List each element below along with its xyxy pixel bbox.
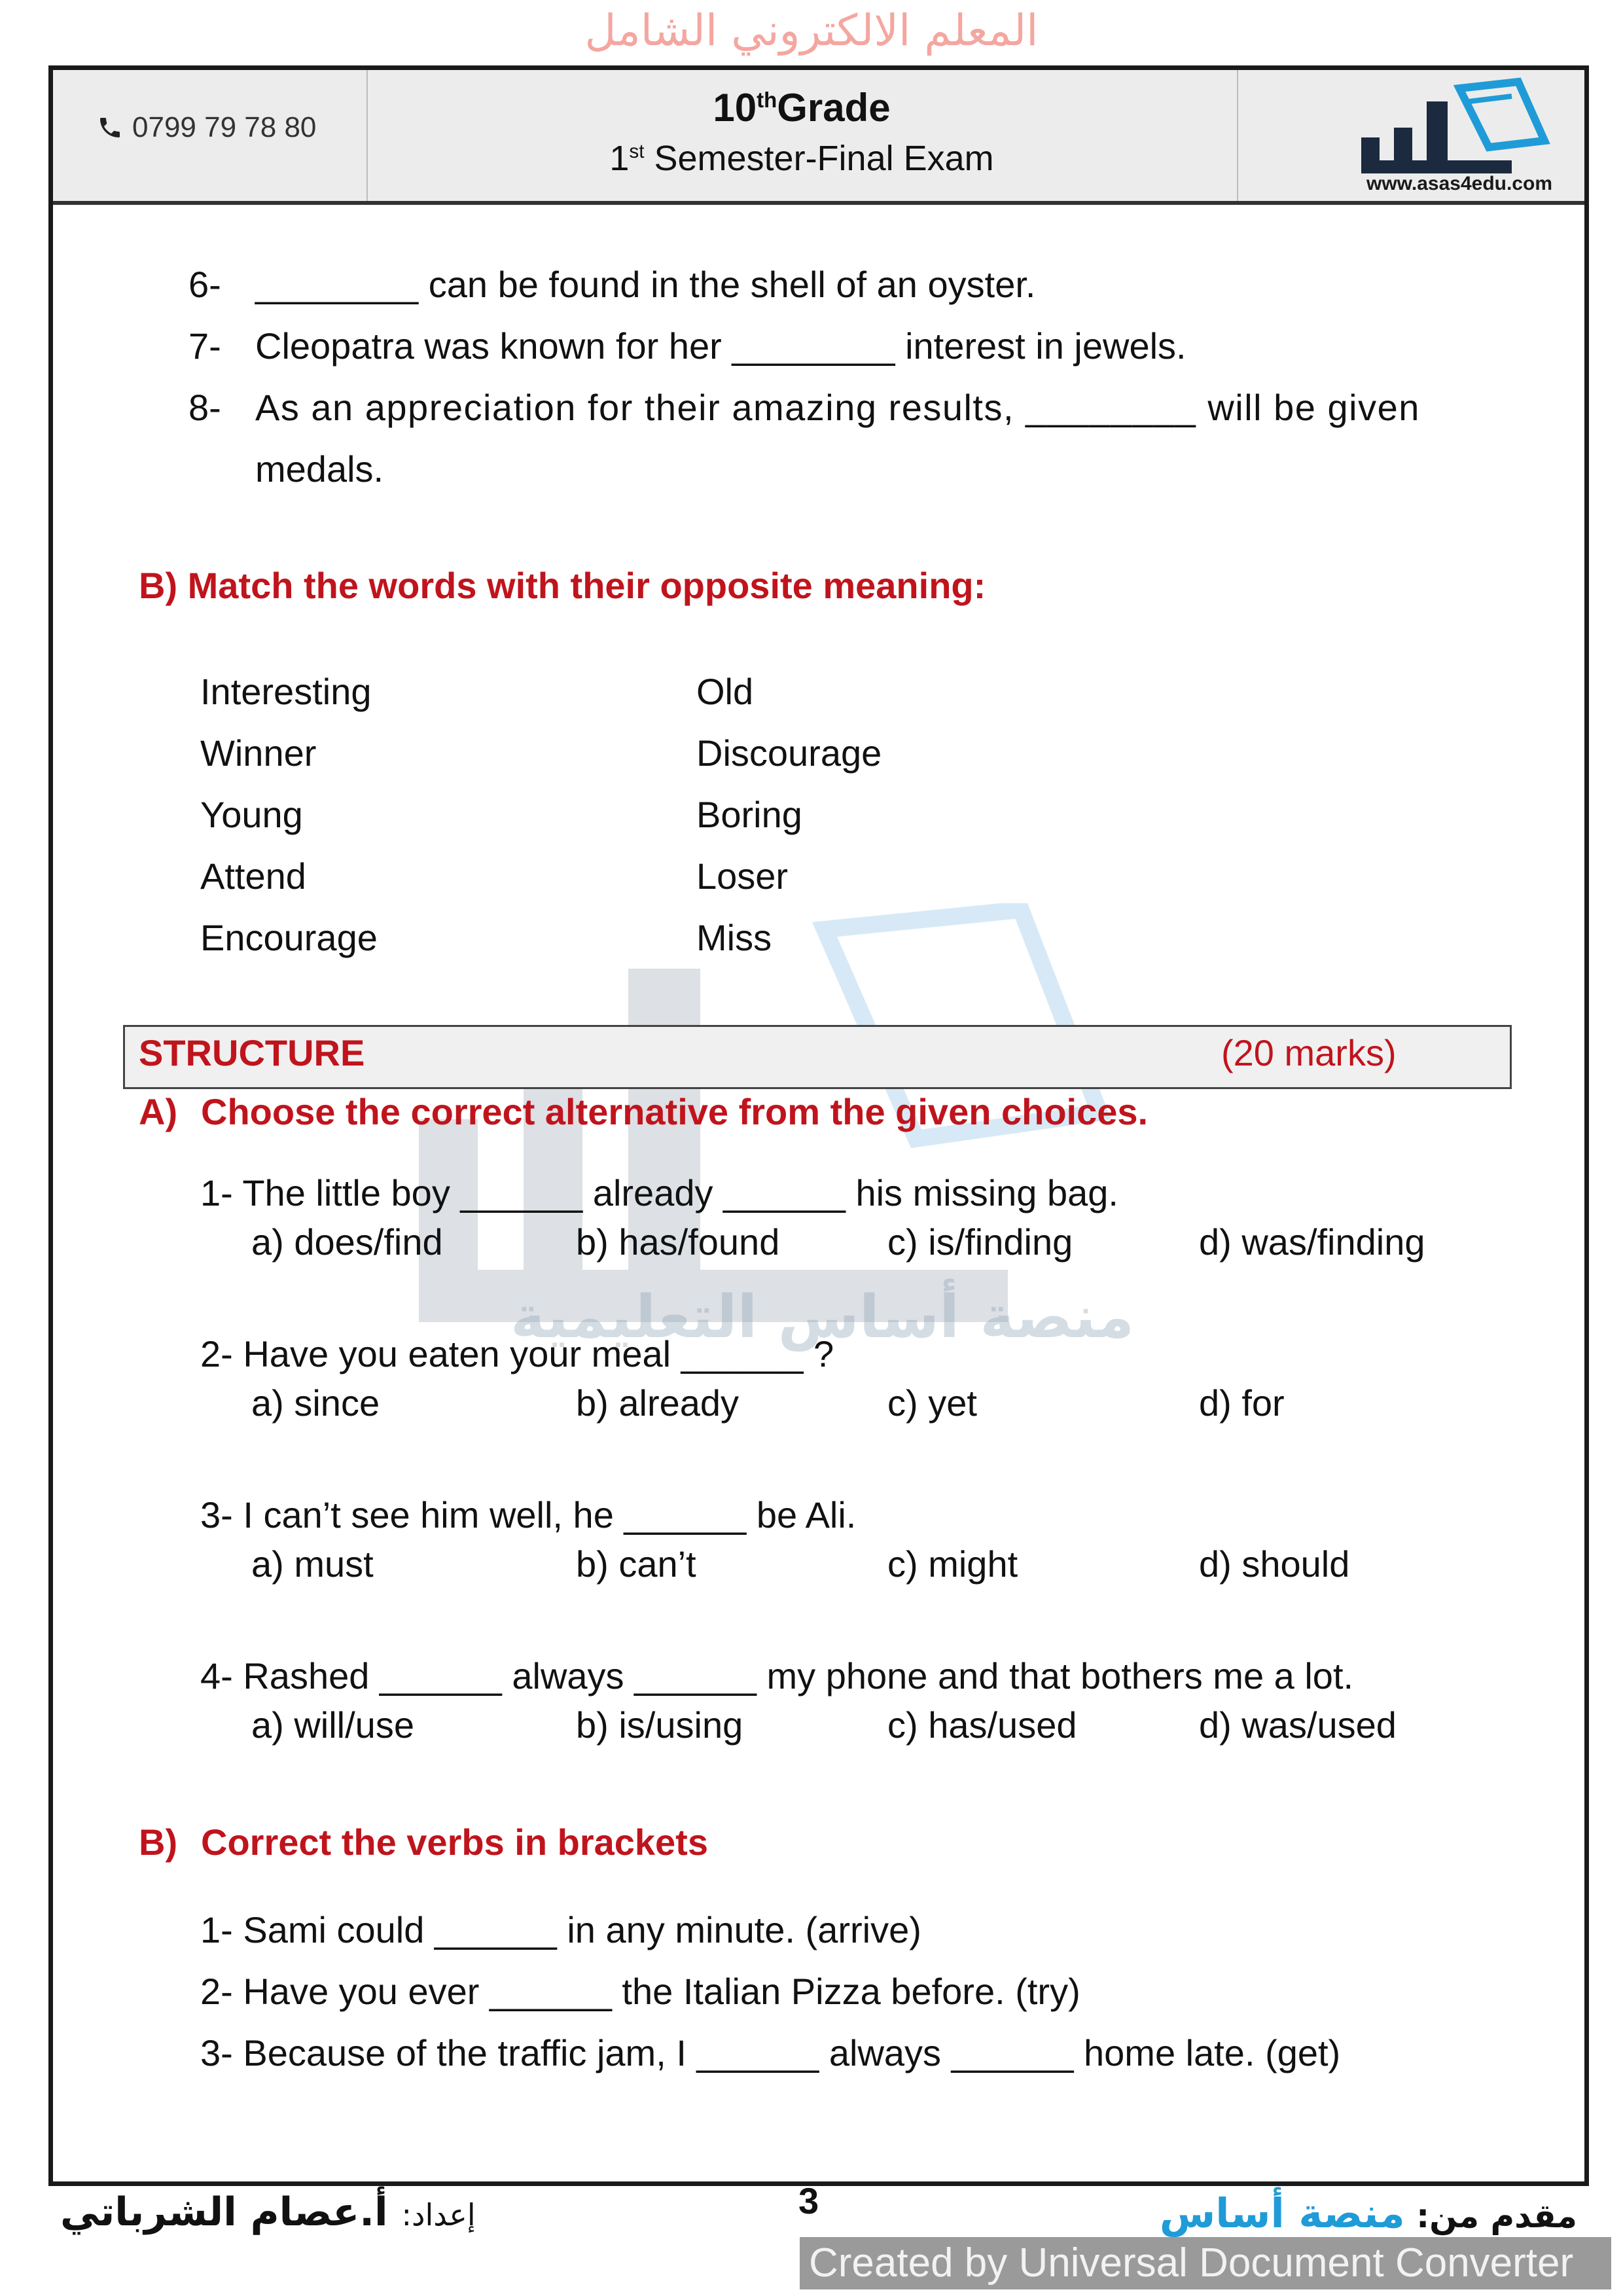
section-title: Choose the correct alternative from the given choices. (201, 1091, 1149, 1132)
prepared-label: إعداد: (401, 2197, 476, 2233)
question-block (200, 1172, 1425, 1263)
option: c) has/used (887, 1704, 1077, 1746)
option: d) for (1199, 1382, 1285, 1424)
list-item (188, 315, 1186, 377)
footer-presented-by (1160, 2189, 1577, 2237)
section-letter: B) (139, 1821, 178, 1863)
presented-label: مقدم من: (1416, 2197, 1577, 2235)
answer-options (251, 1221, 1425, 1263)
item-number: 8- (188, 387, 221, 428)
option: c) is/finding (887, 1221, 1073, 1263)
phone-text: 0799 79 78 80 (132, 111, 317, 143)
background-text-watermark: منصة أساس التعليمية (510, 1283, 1135, 1352)
structure-label: STRUCTURE (139, 1032, 365, 1073)
option: b) can’t (576, 1543, 696, 1585)
header-divider (1237, 70, 1238, 201)
semester-text: Semester-Final Exam (644, 139, 994, 178)
match-word: Loser (696, 855, 789, 897)
logo-url: www.asas4edu.com (1366, 173, 1552, 194)
match-right-column (696, 661, 882, 969)
item-text: ________ can be found in the shell of an oyster. (255, 264, 1036, 305)
phone-number (97, 111, 316, 144)
section-title: Correct the verbs in brackets (201, 1821, 708, 1863)
option: b) is/using (576, 1704, 743, 1746)
semester-title (366, 138, 1237, 179)
match-heading: B) Match the words with their opposite meaning: (139, 565, 986, 606)
match-word: Discourage (696, 732, 882, 774)
list-item: 1- Sami could ______ in any minute. (arrive) (200, 1909, 921, 1950)
option: d) was/finding (1199, 1221, 1425, 1263)
option: b) has/found (576, 1221, 780, 1263)
option: a) since (251, 1382, 380, 1424)
option: a) must (251, 1543, 374, 1585)
option: a) does/find (251, 1221, 443, 1263)
option: b) already (576, 1382, 740, 1424)
item-number: 6- (188, 264, 221, 305)
match-word: Interesting (200, 671, 372, 712)
item-text: As an appreciation for their amazing results, ________ will be given (255, 387, 1420, 428)
question-text: 1- The little boy ______ already ______ his missing bag. (200, 1172, 1118, 1213)
semester-suffix: st (629, 141, 645, 162)
question-block (200, 1655, 1397, 1746)
section-a-heading (139, 1090, 1148, 1133)
converter-watermark: Created by Universal Document Converter (800, 2237, 1611, 2289)
option: a) will/use (251, 1704, 414, 1746)
option: d) was/used (1199, 1704, 1397, 1746)
prepared-name: أ.عصام الشرباتي (60, 2189, 388, 2235)
question-text: 2- Have you eaten your meal ______ ? (200, 1333, 834, 1374)
grade-number: 10 (713, 86, 757, 130)
grade-title (366, 85, 1237, 130)
section-b-heading (139, 1821, 708, 1863)
verb-list (200, 1899, 1340, 2084)
match-left-column (200, 661, 378, 969)
answer-options (251, 1382, 1285, 1424)
list-item (188, 377, 1497, 439)
option: c) might (887, 1543, 1018, 1585)
section-letter: A) (139, 1091, 178, 1132)
answer-options (251, 1543, 1349, 1585)
grade-word: Grade (777, 86, 891, 130)
footer-prepared-by (60, 2189, 476, 2235)
question-text: 4- Rashed ______ always ______ my phone and that bothers me a lot. (200, 1655, 1354, 1696)
match-word: Old (696, 671, 754, 712)
match-word: Attend (200, 855, 306, 897)
list-item: 2- Have you ever ______ the Italian Pizza before. (try) (200, 1971, 1080, 2012)
grade-suffix: th (757, 88, 777, 112)
list-item (188, 254, 1035, 315)
page-number: 3 (798, 2180, 819, 2221)
list-item: 3- Because of the traffic jam, I ______ always ______ home late. (get) (200, 2032, 1341, 2073)
exam-title (366, 85, 1237, 179)
match-word: Encourage (200, 917, 378, 958)
option: d) should (1199, 1543, 1350, 1585)
match-word: Young (200, 794, 303, 835)
phone-icon (97, 115, 123, 141)
item-text: Cleopatra was known for her ________ interest in jewels. (255, 325, 1186, 367)
question-text: 3- I can’t see him well, he ______ be Ali. (200, 1494, 857, 1535)
match-word: Miss (696, 917, 772, 958)
semester-number: 1 (609, 139, 630, 178)
item-number: 7- (188, 325, 221, 367)
option: c) yet (887, 1382, 977, 1424)
question-block (200, 1494, 1349, 1585)
item-continuation: medals. (255, 448, 384, 490)
answer-options (251, 1704, 1397, 1746)
match-word: Boring (696, 794, 802, 835)
question-block (200, 1333, 1285, 1424)
match-word: Winner (200, 732, 317, 774)
site-banner: المعلم الالكتروني الشامل (584, 5, 1039, 56)
presented-name: منصة أساس (1159, 2189, 1405, 2237)
structure-marks: (20 marks) (1221, 1032, 1397, 1073)
